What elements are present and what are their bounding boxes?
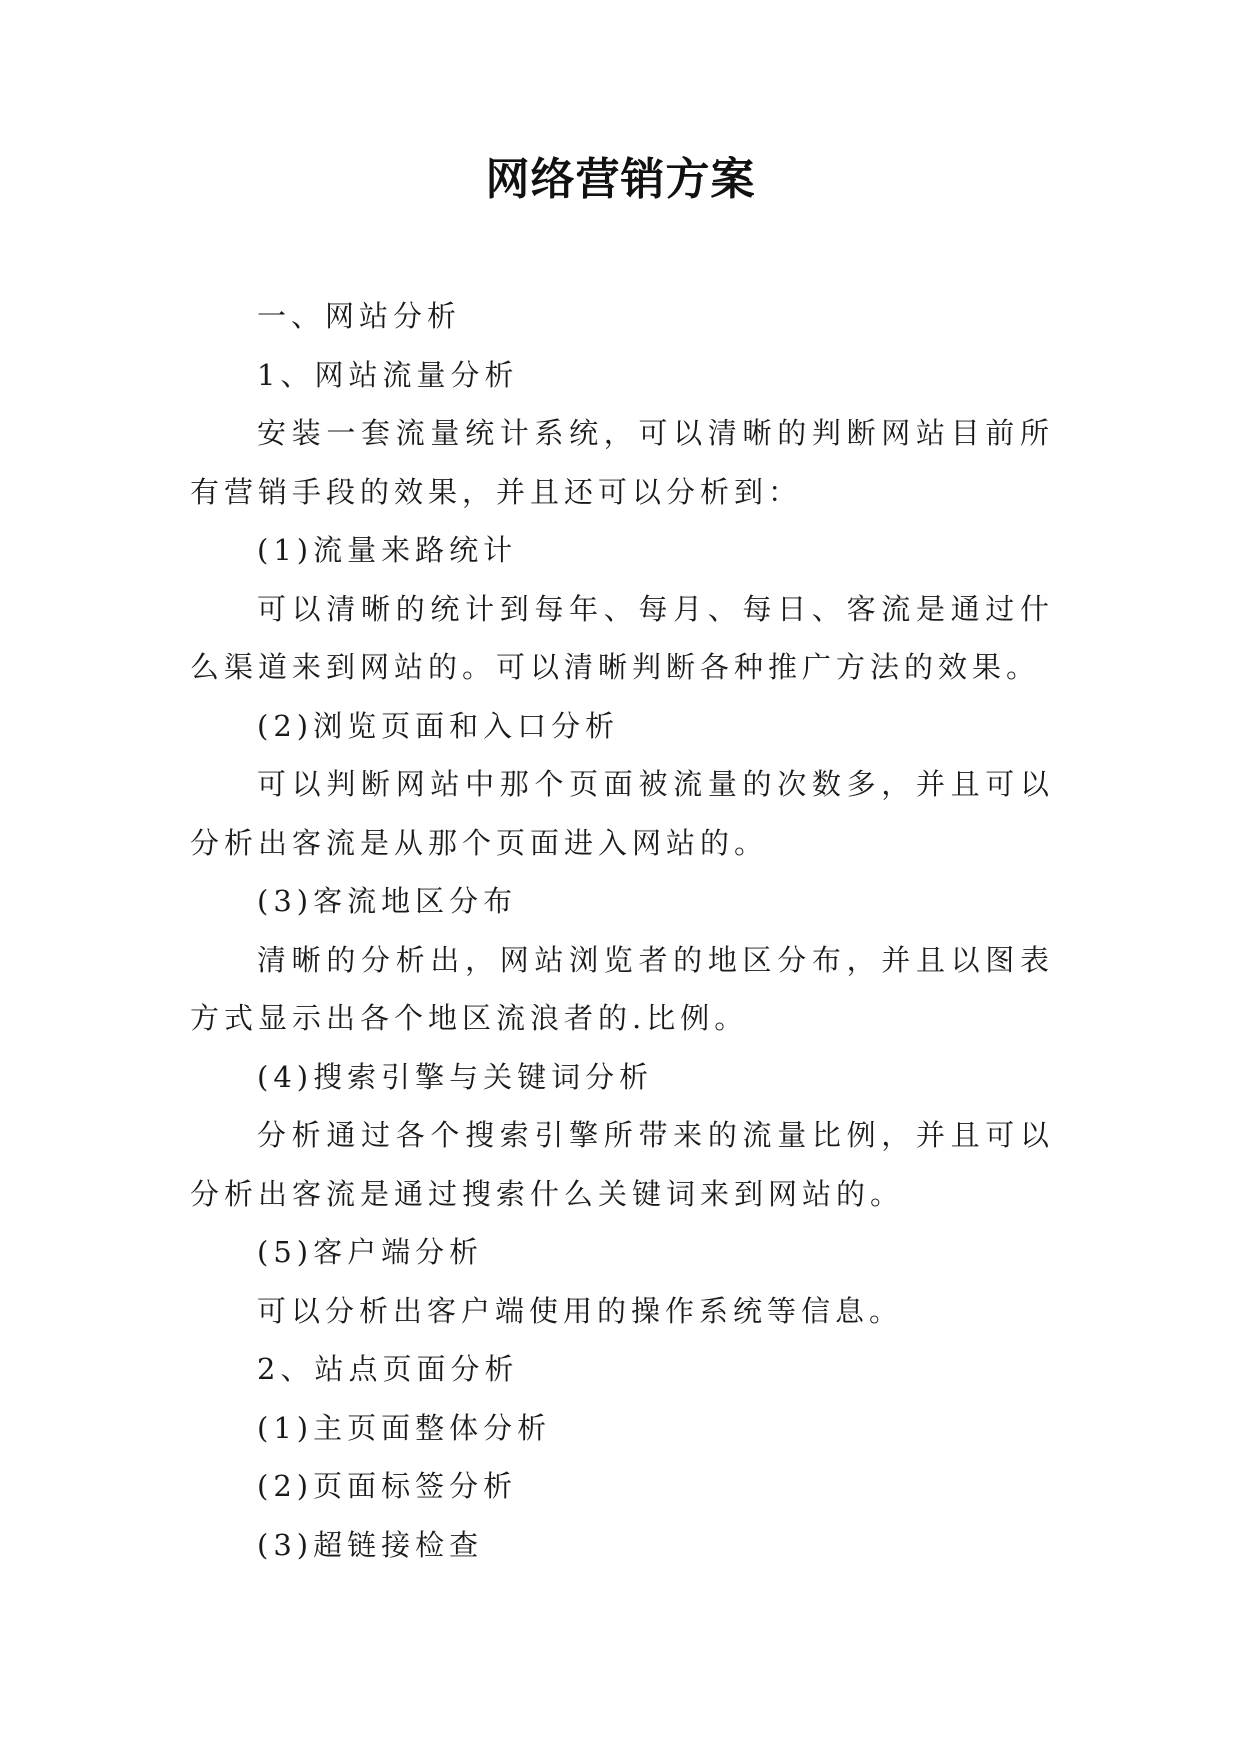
body-paragraph: 安装一套流量统计系统，可以清晰的判断网站目前所有营销手段的效果，并且还可以分析到： — [190, 416, 1054, 509]
document-title: 网络营销方案 — [485, 154, 756, 205]
list-item-heading: (3)超链接检查 — [257, 1527, 484, 1562]
list-item-heading: (2)浏览页面和入口分析 — [257, 708, 620, 743]
list-item-heading: (1)主页面整体分析 — [257, 1410, 552, 1445]
section-heading-website-analysis: 一、网站分析 — [257, 299, 462, 333]
body-paragraph: 可以分析出客户端使用的操作系统等信息。 — [257, 1293, 904, 1328]
body-paragraph: 清晰的分析出，网站浏览者的地区分布，并且以图表方式显示出各个地区流浪者的.比例。 — [190, 942, 1054, 1035]
list-item-heading: (2)页面标签分析 — [257, 1469, 518, 1503]
body-paragraph: 分析通过各个搜索引擎所带来的流量比例，并且可以分析出客流是通过搜索什么关键词来到网站的。 — [190, 1118, 1054, 1211]
list-item-heading: (3)客流地区分布 — [257, 884, 518, 918]
list-item-heading: (5)客户端分析 — [257, 1235, 484, 1269]
subsection-heading-traffic-analysis: 1、网站流量分析 — [257, 357, 519, 392]
document-body — [190, 287, 1054, 1574]
list-item-heading: (4)搜索引擎与关键词分析 — [257, 1059, 654, 1094]
body-paragraph: 可以判断网站中那个页面被流量的次数多，并且可以分析出客流是从那个页面进入网站的。 — [190, 767, 1054, 860]
body-paragraph: 可以清晰的统计到每年、每月、每日、客流是通过什么渠道来到网站的。可以清晰判断各种推广方法的效果。 — [190, 591, 1054, 684]
list-item-heading: (1)流量来路统计 — [257, 533, 518, 567]
subsection-heading-page-analysis: 2、站点页面分析 — [257, 1352, 519, 1386]
